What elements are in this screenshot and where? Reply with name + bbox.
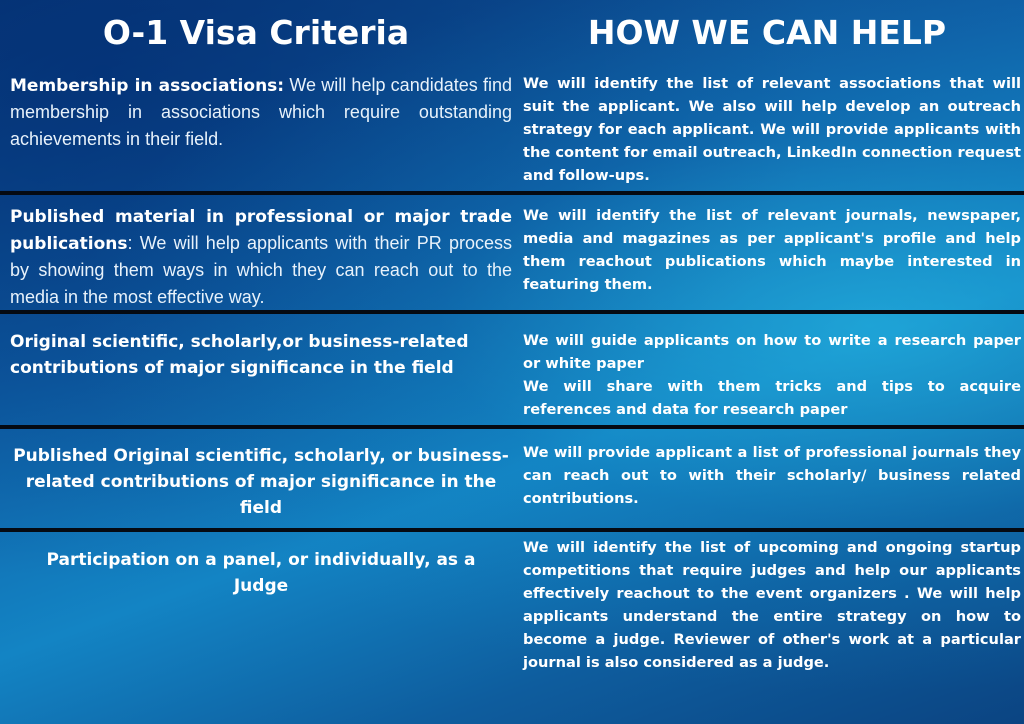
help-cell-published-material [523,204,1021,296]
help-text: We will identify the list of relevant associations that will suit the applicant. We also will help develop an outreach strategy for each applicant. We will provide applicants with the content for email outreach, LinkedIn connection request and follow-ups. [523,75,1021,184]
help-text: We will provide applicant a list of professional journals they can reach out to with their scholarly/ business related contributions. [523,444,1021,507]
criteria-description: We will help candidates find membership in associations which require outstanding achievements in their field. [10,75,512,149]
criteria-title: Published material in professional or major trade publications [10,207,512,254]
help-cell-published-contributions [523,441,1021,510]
criteria-description: : We will help applicants with their PR process by showing them ways in which they can reach out to the media in the most effective way. [10,233,512,307]
help-cell-original-contributions [523,329,1021,421]
criteria-cell-published-material [10,204,512,311]
help-text: We will identify the list of upcoming and ongoing startup competitions that require judges and help our applicants effectively reachout to the event organizers . We will help applicants understand the entire strategy on how to become a judge. Reviewer of other's work at a particular journal is also considered as a judge. [523,539,1021,671]
criteria-column-header: O-1 Visa Criteria [102,13,410,52]
criteria-cell-membership [10,72,512,153]
row-divider [0,310,1024,314]
help-text: We will guide applicants on how to write a research paper or white paper [523,332,1021,372]
criteria-title: Published Original scientific, scholarly, or business-related contributions of major significance in the field [13,446,509,518]
criteria-title: Original scientific, scholarly,or business-related contributions of major significance in the field [10,332,469,378]
row-divider [0,425,1024,429]
criteria-title: Membership in associations: [10,76,285,96]
criteria-cell-judge [20,547,502,599]
criteria-cell-original-contributions [10,329,512,381]
criteria-cell-published-contributions [10,443,512,521]
row-divider [0,191,1024,195]
help-text: We will share with them tricks and tips to acquire references and data for research paper [523,378,1021,418]
criteria-title: Participation on a panel, or individually, as a Judge [46,550,476,596]
help-column-header: HOW WE CAN HELP [587,13,947,52]
help-cell-membership [523,72,1021,187]
help-cell-judge [523,536,1021,674]
row-divider [0,528,1024,532]
help-text: We will identify the list of relevant journals, newspaper, media and magazines as per applicant's profile and help them reachout publications which maybe interested in featuring them. [523,207,1021,293]
